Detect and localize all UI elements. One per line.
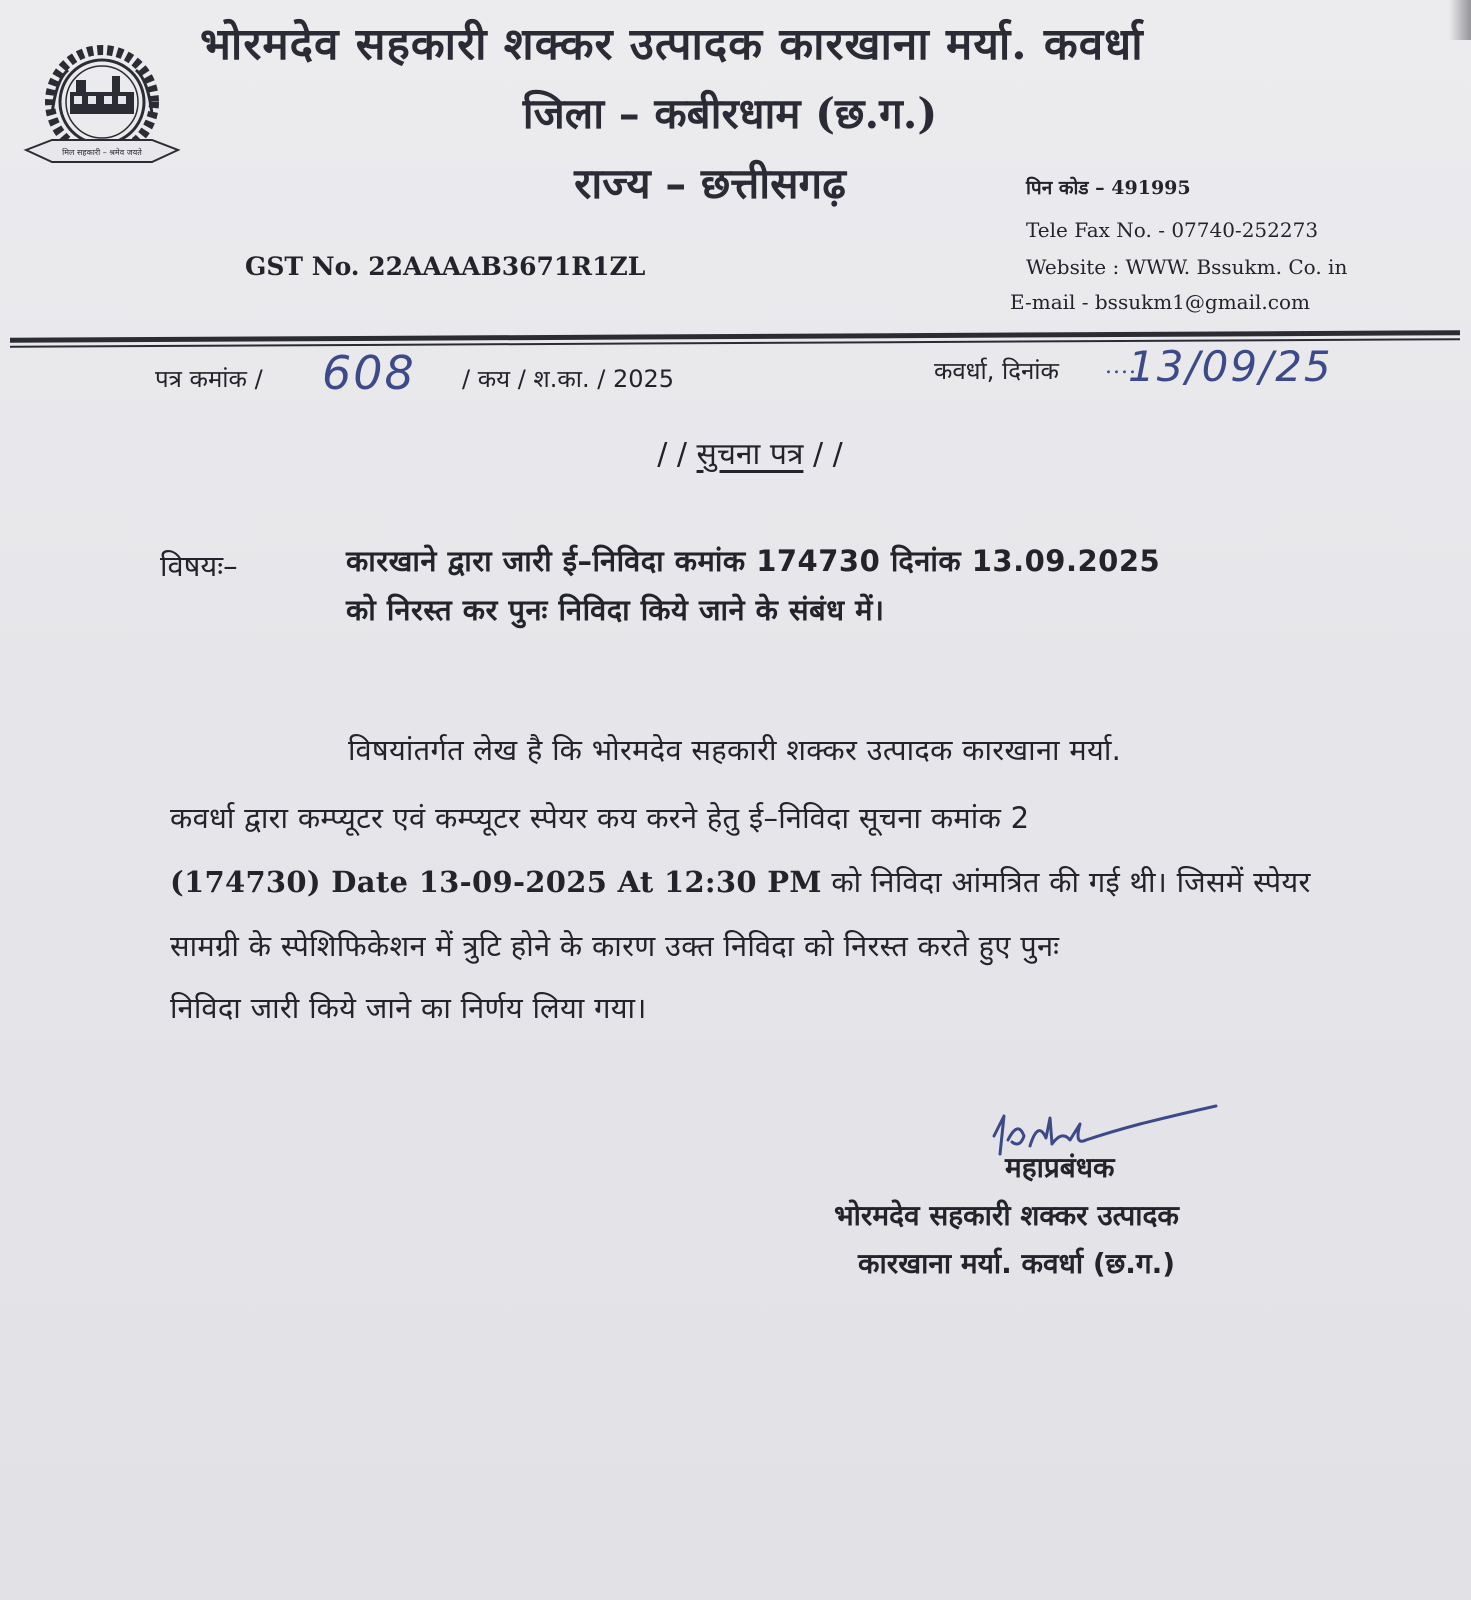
subject-line-1: कारखाने द्वारा जारी ई–निविदा कमांक 174730 दिनांक 13.09.2025 (346, 544, 1161, 578)
pin-code: पिन कोड – 491995 (1026, 177, 1191, 199)
date-prefix: कवर्धा, दिनांक (934, 357, 1059, 385)
email: E-mail - bssukm1@gmail.com (1010, 290, 1310, 314)
factory-seal-icon (12, 40, 192, 172)
body-line-5: निविदा जारी किये जाने का निर्णय लिया गया। (170, 991, 647, 1025)
tender-details: (174730) Date 13-09-2025 At 12:30 PM (170, 865, 822, 899)
letter-number-suffix: / कय / श.का. / 2025 (462, 365, 675, 393)
district-heading: जिला – कबीरधाम (छ.ग.) (522, 89, 938, 138)
subject-label: विषयः– (160, 549, 238, 583)
date-handwritten: 13/09/25 (1128, 342, 1333, 391)
page-edge-shadow (1449, 0, 1471, 40)
subject-line-2: को निरस्त कर पुनः निविदा किये जाने के संबंध में। (346, 593, 885, 627)
tele-fax: Tele Fax No. - 07740-252273 (1026, 218, 1319, 242)
signatory-org-line-1: भोरमदेव सहकारी शक्कर उत्पादक (834, 1199, 1179, 1232)
signatory-designation: महाप्रबंधक (1005, 1151, 1115, 1184)
body-line-2: कवर्धा द्वारा कम्प्यूटर एवं कम्प्यूटर स्पेयर कय करने हेतु ई–निविदा सूचना कमांक 2 (170, 801, 1030, 835)
letter-number-handwritten: 608 (322, 346, 416, 400)
body-line-3 (170, 862, 1311, 901)
seal-motto: मिल सहकारी – श्रमेव जयते (62, 148, 142, 157)
notice-title (540, 432, 960, 473)
title-text: सुचना पत्र (696, 437, 804, 472)
body-line-3-rest: को निविदा आंमत्रित की गई थी। जिसमें स्पेयर (821, 865, 1311, 899)
title-slashes-right: / / (812, 437, 843, 472)
org-name-heading: भोरमदेव सहकारी शक्कर उत्पादक कारखाना मर्या. कवर्धा (200, 19, 1144, 70)
state-heading: राज्य – छत्तीसगढ़ (574, 159, 846, 208)
letter-number-prefix: पत्र कमांक / (155, 365, 263, 393)
body-line-1: विषयांतर्गत लेख है कि भोरमदेव सहकारी शक्कर उत्पादक कारखाना मर्या. (348, 733, 1122, 767)
gst-number: GST No. 22AAAAB3671R1ZL (245, 252, 646, 281)
signatory-org-line-2: कारखाना मर्या. कवर्धा (छ.ग.) (858, 1247, 1176, 1280)
body-line-4: सामग्री के स्पेशिफिकेशन में त्रुटि होने के कारण उक्त निविदा को निरस्त करते हुए पुनः (170, 929, 1060, 963)
title-slashes-left: / / (657, 437, 687, 472)
date-dots: .... (1105, 354, 1137, 379)
website: Website : WWW. Bssukm. Co. in (1026, 255, 1348, 279)
